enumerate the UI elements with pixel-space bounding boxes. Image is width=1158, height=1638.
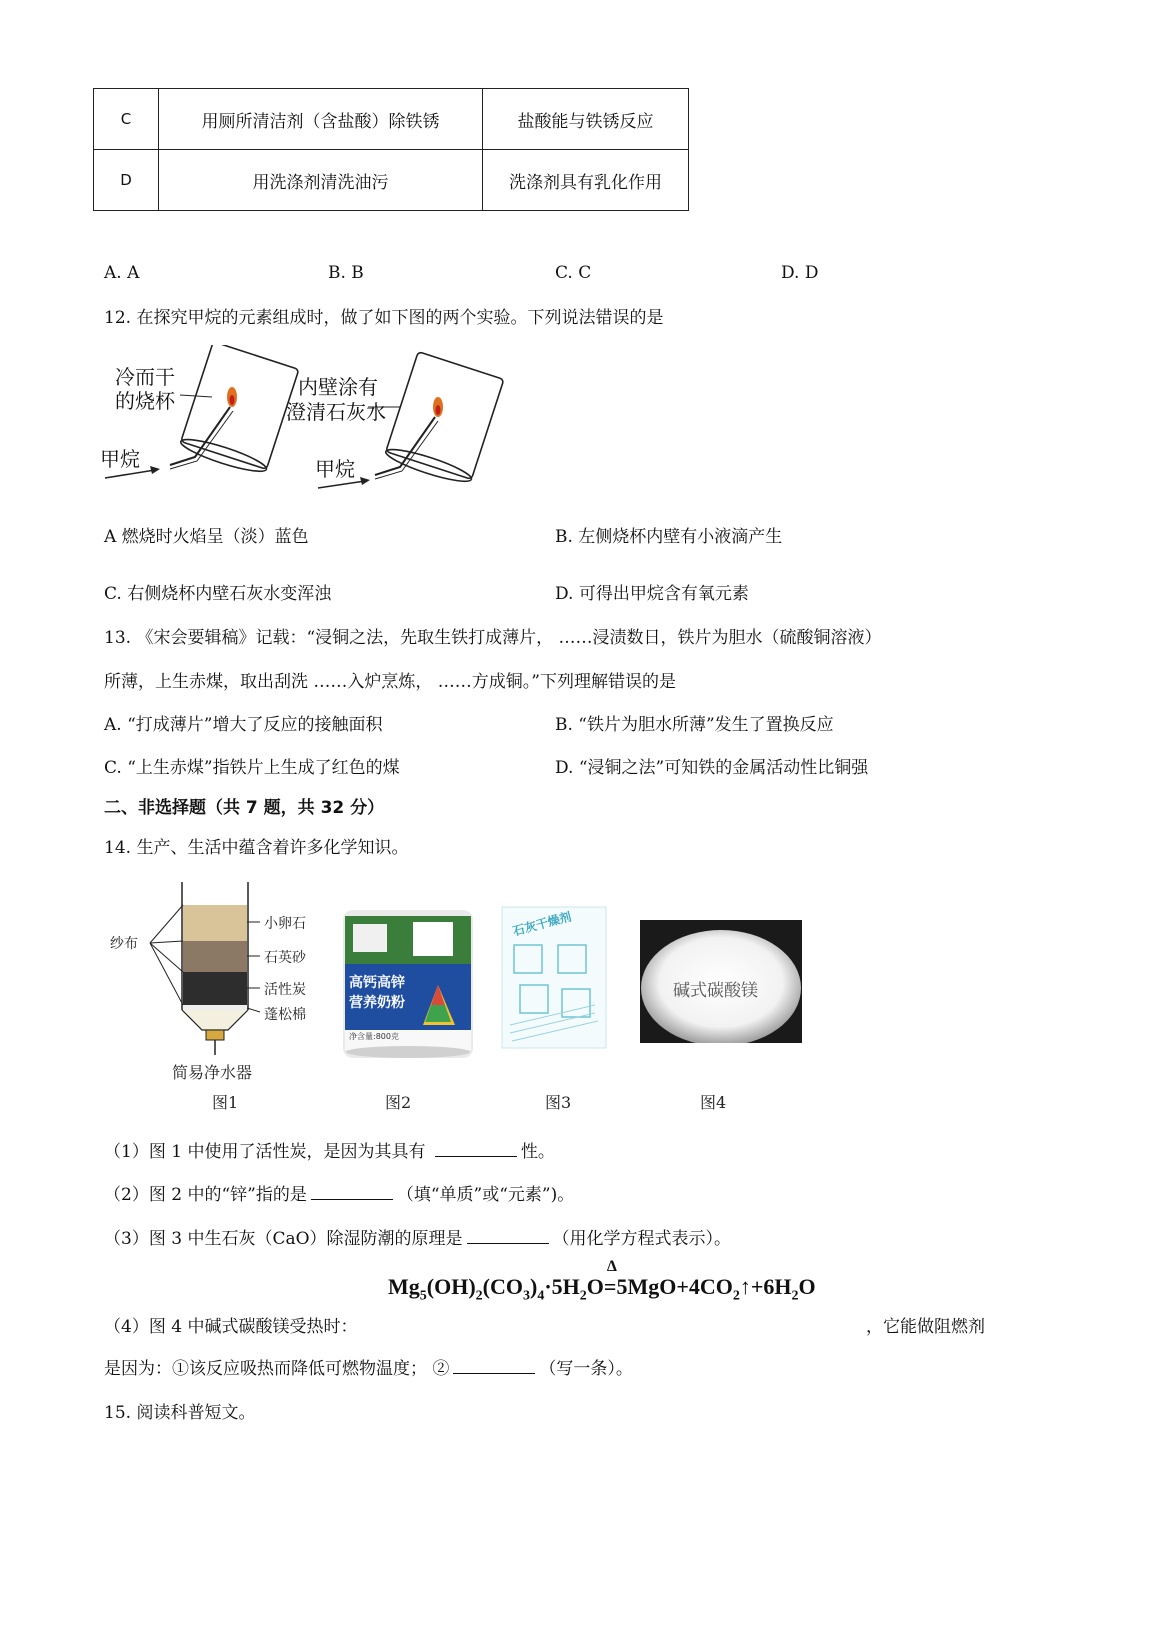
- label-limewater: 澄清石灰水: [286, 400, 386, 424]
- q14-sub3: [104, 1224, 731, 1249]
- sub4-text-c: 是因为：①该反应吸热而降低可燃物温度； ②: [104, 1359, 450, 1379]
- sub3-text-a: （3）图 3 中生石灰（CaO）除湿防潮的原理是: [104, 1229, 463, 1249]
- desiccant-text: 石灰干燥剂: [511, 909, 573, 939]
- sub1-text-a: （1）图 1 中使用了活性炭，是因为其具有: [104, 1142, 431, 1162]
- sub1-text-b: 性。: [520, 1142, 555, 1162]
- q12-option-c: C. 右侧烧杯内壁石灰水变浑浊: [104, 584, 332, 604]
- answer-blank-2[interactable]: [311, 1183, 393, 1200]
- label-gauze: 纱布: [110, 936, 138, 952]
- q14-sub4-b: ，它能做阻燃剂: [866, 1317, 985, 1337]
- fig1-water-filter: [110, 880, 330, 1100]
- q13-line-1: 13. 《宋会要辑稿》记载：“浸铜之法，先取生铁打成薄片， ……浸渍数日，铁片为胆水（硫酸铜溶液）: [104, 628, 882, 648]
- row-action: 用厕所清洁剂（含盐酸）除铁锈: [159, 89, 483, 150]
- label-cotton: 蓬松棉: [264, 1007, 306, 1023]
- options-table: [93, 88, 689, 211]
- can-text-1: 高钙高锌: [349, 975, 405, 991]
- sub2-text-b: （填“单质”或“元素”)。: [396, 1185, 575, 1205]
- fig3-label: 图3: [545, 1093, 572, 1112]
- sub4-text-d: （写一条）。: [539, 1359, 633, 1379]
- fig4-powder: [640, 920, 802, 1043]
- row-key: D: [94, 150, 159, 211]
- label-methane-left: 甲烷: [100, 447, 140, 471]
- row-reason: 盐酸能与铁锈反应: [483, 89, 689, 150]
- option-a: A. A: [104, 263, 140, 283]
- table-row: [94, 150, 689, 211]
- q14-stem: 14. 生产、生活中蕴含着许多化学知识。: [104, 838, 409, 858]
- option-c: C. C: [555, 263, 592, 283]
- label-methane-right: 甲烷: [315, 457, 355, 481]
- sub2-text-a: （2）图 2 中的“锌”指的是: [104, 1185, 307, 1205]
- option-d: D. D: [781, 263, 819, 283]
- label-pebbles: 小卵石: [264, 916, 306, 932]
- q13-line-2: 所薄，上生赤煤，取出刮洗 ……入炉烹炼， ……方成铜。”下列理解错误的是: [104, 672, 676, 692]
- label-cold-dry: 冷而干: [115, 365, 175, 389]
- fig1-caption: 简易净水器: [172, 1063, 253, 1082]
- row-action: 用洗涤剂清洗油污: [159, 150, 483, 211]
- answer-blank-3[interactable]: [467, 1227, 549, 1244]
- q12-option-d: D. 可得出甲烷含有氧元素: [555, 584, 749, 604]
- powder-text: 碱式碳酸镁: [673, 981, 758, 1001]
- can-text-2: 营养奶粉: [349, 995, 405, 1011]
- q13-option-c: C. “上生赤煤”指铁片上生成了红色的煤: [104, 758, 400, 778]
- answer-blank-4[interactable]: [453, 1357, 535, 1374]
- can-net-weight: 净含量:800克: [349, 1032, 399, 1041]
- fig1-label: 图1: [212, 1093, 239, 1112]
- fig4-label: 图4: [700, 1093, 727, 1112]
- row-key: C: [94, 89, 159, 150]
- q14-sub1: [104, 1137, 555, 1162]
- q14-sub2: [104, 1180, 574, 1205]
- label-beaker: 的烧杯: [115, 389, 175, 413]
- q14-sub4-line2: [104, 1354, 633, 1379]
- fig2-milk-powder: [343, 910, 473, 1058]
- fig2-label: 图2: [385, 1093, 412, 1112]
- label-coated: 内壁涂有: [298, 375, 378, 399]
- option-b: B. B: [328, 263, 364, 283]
- chemical-equation: $Mg_5(OH)_2(CO_3)_4\cdot 5H_2O$ Δ $=5MgO+4CO_2↑+6H_2O$: [388, 1258, 816, 1304]
- section-title: 二、非选择题（共 7 题，共 32 分）: [104, 798, 385, 818]
- table-row: [94, 89, 689, 150]
- q13-option-a: A. “打成薄片”增大了反应的接触面积: [104, 715, 383, 735]
- q13-option-b: B. “铁片为胆水所薄”发生了置换反应: [555, 715, 834, 735]
- q13-option-d: D. “浸铜之法”可知铁的金属活动性比铜强: [555, 758, 869, 778]
- answer-blank-1[interactable]: [435, 1140, 517, 1157]
- sub3-text-b: （用化学方程式表示）。: [552, 1229, 732, 1249]
- q12-stem: 12. 在探究甲烷的元素组成时，做了如下图的两个实验。下列说法错误的是: [104, 308, 664, 328]
- q12-option-a: A 燃烧时火焰呈（淡）蓝色: [104, 527, 309, 547]
- q12-figure: [100, 345, 520, 495]
- water-filter-diagram: [110, 880, 330, 1065]
- label-activated-carbon: 活性炭: [264, 982, 306, 998]
- row-reason: 洗涤剂具有乳化作用: [483, 150, 689, 211]
- q12-option-b: B. 左侧烧杯内壁有小液滴产生: [555, 527, 783, 547]
- fig3-desiccant: [500, 905, 608, 1050]
- q15-stem: 15. 阅读科普短文。: [104, 1403, 256, 1423]
- label-quartz-sand: 石英砂: [264, 950, 306, 966]
- q14-sub4-a: （4）图 4 中碱式碳酸镁受热时：: [104, 1317, 358, 1337]
